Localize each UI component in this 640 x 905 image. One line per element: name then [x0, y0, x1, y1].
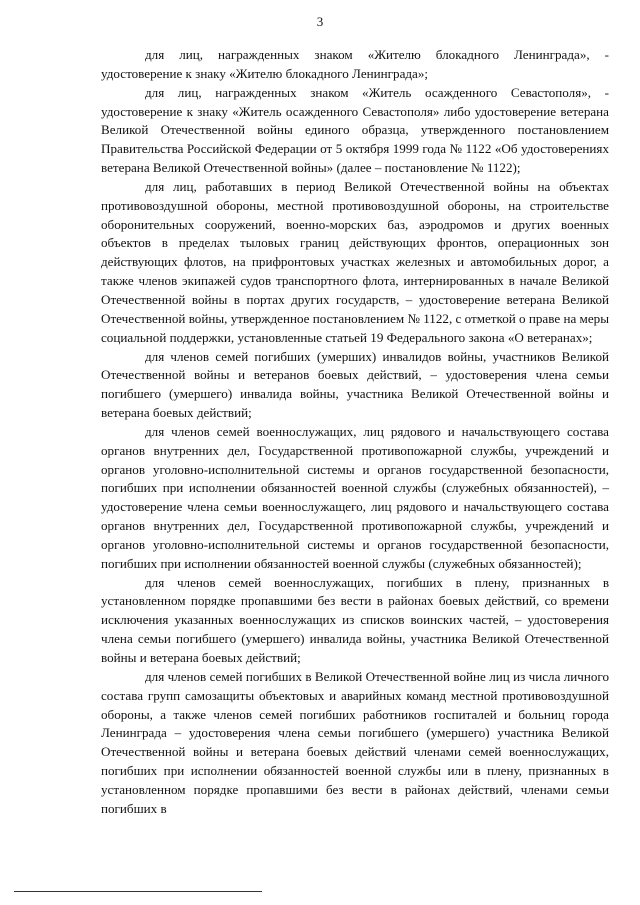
page-number: 3: [316, 14, 324, 29]
paragraph-besieged-sevastopol: для лиц, награжденных знаком «Житель осажденного Севастополя», - удостоверение к знаку «Житель осажденного Севастополя» либо удостоверение ветерана Великой Отечественной войны единого образца, утвержденного постановлением Правительства Российской Федерации от 5 октября 1999 года № 1122 «Об удостоверениях ветерана Великой Отечественной войны» (далее – постановление № 1122);: [101, 84, 609, 176]
paragraph-family-war-invalids: для членов семей погибших (умерших) инвалидов войны, участников Великой Отечественной войны и ветеранов боевых действий, – удостоверения члена семьи погибшего (умершего) инвалида войны, участника Великой Отечественной войны и ветерана боевых действий;: [101, 348, 609, 421]
paragraph-family-self-defense-groups: для членов семей погибших в Великой Отечественной войне лиц из числа личного состава групп самозащиты объектовых и аварийных команд местной противовоздушной обороны, а также членов семей погибших работников госпиталей и больниц города Ленинграда – удостоверения члена семьи погибшего (умершего) участника Великой Отечественной войны и ветерана боевых действий членами семей военнослужащих, погибших при исполнении обязанностей военной службы или в плену, признанных в установленном порядке пропавшими без вести в районах действий, членами семьи погибших в: [101, 668, 609, 816]
footer-divider: [14, 891, 262, 892]
paragraph-family-servicemen-killed: для членов семей военнослужащих, лиц рядового и начальствующего состава органов внутренних дел, Государственной противопожарной службы, учреждений и органов уголовно-исполнительной системы и органов государственной безопасности, погибших при исполнении обязанностей военной службы (служебных обязанностей), – удостоверение члена семьи военнослужащего, лиц рядового и начальствующего состава органов внутренних дел, Государственной противопожарной службы, учреждений и органов уголовно-исполнительной системы и органов государственной безопасности, погибших при исполнении обязанностей военной службы (служебных обязанностей);: [101, 423, 609, 571]
paragraph-blockade-leningrad: для лиц, награжденных знаком «Жителю блокадного Ленинграда», - удостоверение к знаку «Жителю блокадного Ленинграда»;: [101, 47, 609, 81]
paragraph-air-defense-workers: для лиц, работавших в период Великой Отечественной войны на объектах противовоздушной обороны, местной противовоздушной обороны, на строительстве оборонительных сооружений, военно-морских баз, аэродромов и других военных объектов в пределах тыловых границ действующих фронтов, операционных зон действующих флотов, на прифронтовых участках железных и автомобильных дорог, а также членов экипажей судов транспортного флота, интернированных в начале Великой Отечественной войны в портах других государств, – удостоверение ветерана Великой Отечественной войны, утвержденное постановлением № 1122, с отметкой о праве на меры социальной поддержки, установленные статьей 19 Федерального закона «О ветеранах»;: [101, 178, 609, 345]
paragraph-family-missing-captivity: для членов семей военнослужащих, погибших в плену, признанных в установленном порядке пропавшими без вести в районах боевых действий, со времени исключения указанных военнослужащих из списков воинских частей, – удостоверения члена семьи погибшего (умершего) инвалида войны, участника Великой Отечественной войны и ветерана боевых действий;: [101, 574, 609, 665]
document-body: [101, 46, 609, 819]
